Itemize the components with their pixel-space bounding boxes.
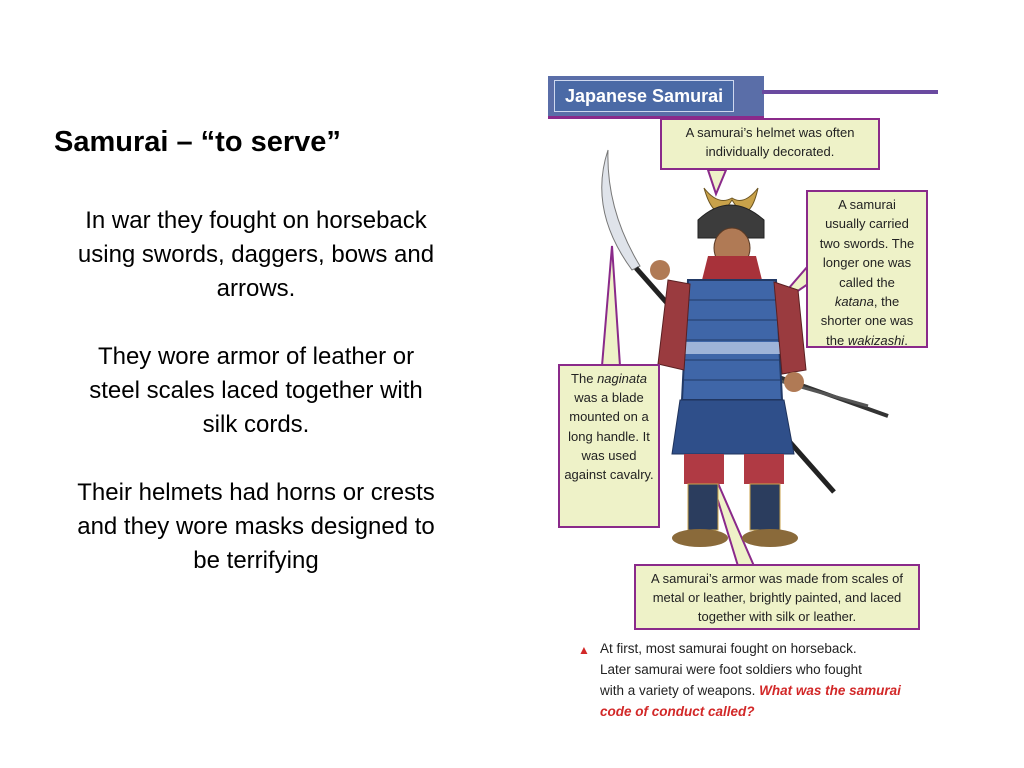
swords-line-4: longer one was xyxy=(822,255,912,271)
naginata-the: The xyxy=(571,371,598,386)
caption-line-1: At first, most samurai fought on horseback. xyxy=(600,641,857,656)
naginata-term: naginata xyxy=(597,371,647,386)
paragraph-1: In war they fought on horseback using swords, daggers, bows and arrows. xyxy=(77,207,435,302)
swords-line-3: two swords. The xyxy=(819,235,915,251)
swords-line-8-start: the xyxy=(826,332,848,348)
callout-armor: A samurai’s armor was made from scales of metal or leather, brightly painted, and laced together with silk or leather. xyxy=(634,564,920,630)
paragraph-3: Their helmets had horns or crests and they wore masks designed to be terrifying xyxy=(77,479,435,574)
callout-helmet: A samurai’s helmet was often individually decorated. xyxy=(660,118,880,170)
callout-naginata xyxy=(558,364,660,528)
swords-line-8-end: . xyxy=(904,332,908,348)
paragraph-2: They wore armor of leather or steel scales laced together with silk cords. xyxy=(89,343,423,438)
naginata-rest: was a blade mounted on a long handle. It was used against cavalry. xyxy=(564,390,654,483)
figure-title: Japanese Samurai xyxy=(554,80,734,112)
caption-line-2: Later samurai were foot soldiers who fought xyxy=(600,662,862,677)
caption-question: What was the samurai code of conduct called? xyxy=(600,683,901,719)
caption-line-3: with a variety of weapons. xyxy=(600,683,756,698)
slide-title: Samurai – “to serve” xyxy=(54,126,341,158)
wakizashi-term: wakizashi xyxy=(847,332,905,348)
swords-line-6-end: , the xyxy=(873,294,900,310)
katana-term: katana xyxy=(834,294,874,310)
figure-caption xyxy=(578,638,918,722)
swords-line-5: called the xyxy=(839,274,895,290)
red-triangle-icon: ▲ xyxy=(578,643,590,657)
samurai-figure xyxy=(548,70,940,730)
swords-line-7: shorter one was xyxy=(820,313,914,329)
swords-line-2: usually carried xyxy=(825,216,909,232)
callout-swords xyxy=(806,190,928,348)
swords-line-1: A samurai xyxy=(838,197,896,212)
